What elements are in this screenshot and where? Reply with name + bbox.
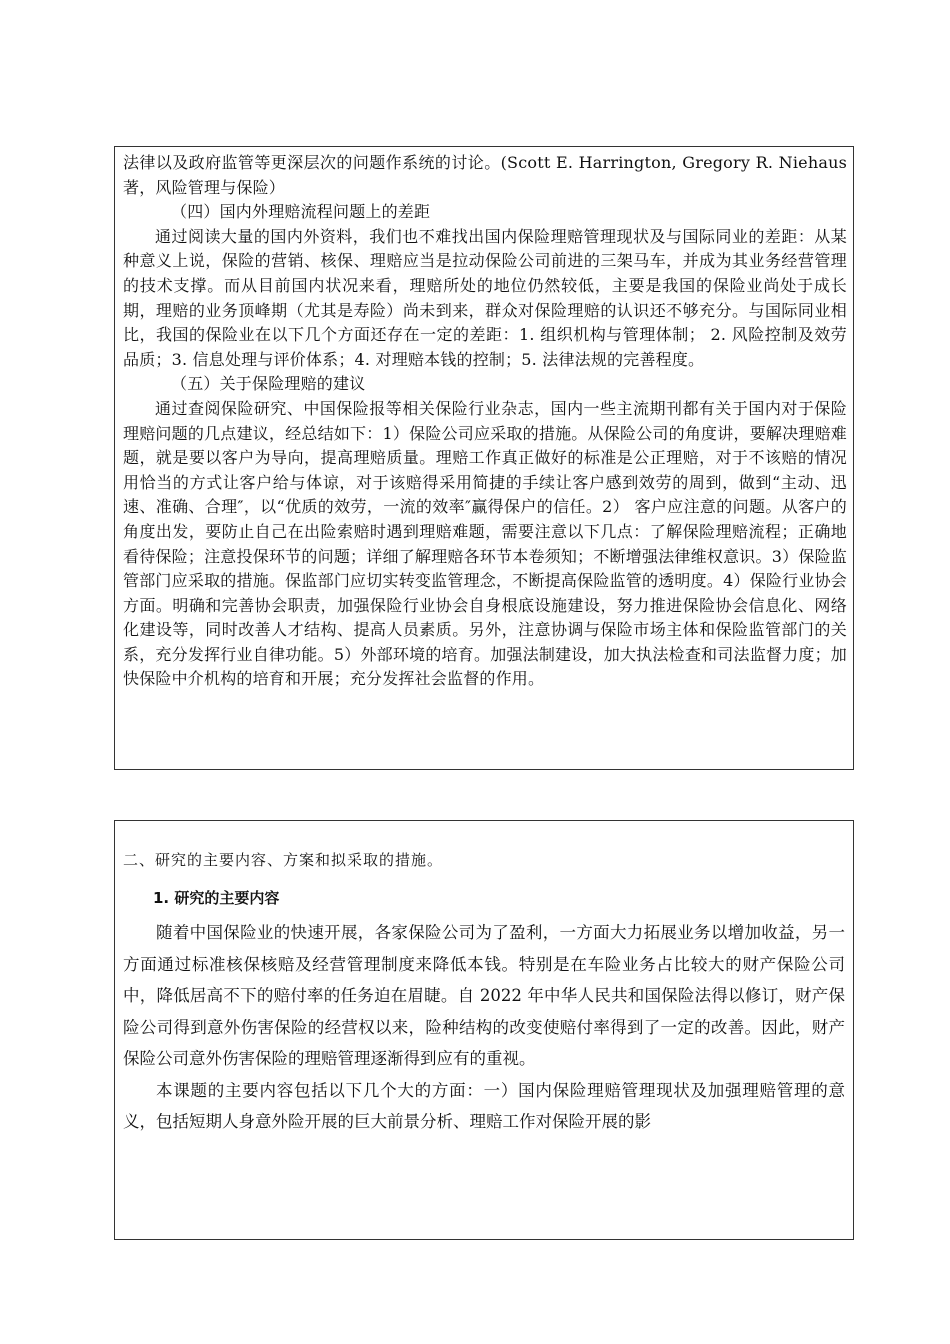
subsection-title: 1. 研究的主要内容 xyxy=(153,889,280,907)
subheading-suggestions: （五）关于保险理赔的建议 xyxy=(171,374,366,394)
paragraph-main-content: 本课题的主要内容包括以下几个大的方面：一）国内保险理赔管理现状及加强理赔管理的意义，包括短期人身意外险开展的巨大前景分析、理赔工作对保险开展的影 xyxy=(123,1080,845,1131)
paragraph-background: 随着中国保险业的快速开展，各家保险公司为了盈利，一方面大力拓展业务以增加收益，另一方面通过标准核保核赔及经营管理制度来降低本钱。特别是在车险业务占比较大的财产保险公司中，降低居高不下的赔付率的任务迫在眉睫。自 2022 年中华人民共和国保险法得以修订，财产保险公司得到意外伤害保险的经营权以来，险种结构的改变使赔付率得到了一定的改善。因此，财产保险公司意外伤害保险的理赔管理逐渐得到应有的重视。 xyxy=(123,923,845,1068)
paragraph-continuation: 法律以及政府监管等更深层次的问题作系统的讨论。(Scott E. Harrington, Gregory R. Niehaus著，风险管理与保险） xyxy=(123,153,847,197)
paragraph-suggestions: 通过查阅保险研究、中国保险报等相关保险行业杂志，国内一些主流期刊都有关于国内对于保险理赔问题的几点建议，经总结如下：1）保险公司应采取的措施。从保险公司的角度讲，要解决理赔难题，就是要以客户为导向，提高理赔质量。理赔工作真正做好的标准是公正理赔，对于不该赔的情况用恰当的方式让客户给与体谅，对于该赔得采用简捷的手续让客户感到效劳的周到，做到“主动、迅速、准确、合理″，以“优质的效劳，一流的效率″赢得保户的信任。2） 客户应注意的问题。从客户的角度出发，要防止自己在出险索赔时遇到理赔难题，需要注意以下几点：了解保险理赔流程；正确地看待保险；注意投保环节的问题；详细了解理赔各环节本卷须知；不断增强法律维权意识。3）保险监管部门应采取的措施。保监部门应切实转变监管理念，不断提高保险监管的透明度。4）保险行业协会方面。明确和完善协会职责，加强保险行业协会自身根底设施建设，努力推进保险协会信息化、网络化建设等，同时改善人才结构、提高人员素质。另外，注意协调与保险市场主体和保险监管部门的关系，充分发挥行业自律功能。5）外部环境的培育。加强法制建设，加大执法检查和司法监督力度；加快保险中介机构的培育和开展；充分发挥社会监督的作用。 xyxy=(123,398,847,689)
section-title: 二、研究的主要内容、方案和拟采取的措施。 xyxy=(123,851,444,869)
literature-review-box xyxy=(114,146,854,770)
subheading-claims-gap: （四）国内外理赔流程问题上的差距 xyxy=(171,202,431,222)
paragraph-claims-gap: 通过阅读大量的国内外资料，我们也不难找出国内保险理赔管理现状及与国际同业的差距：从某种意义上说，保险的营销、核保、理赔应当是拉动保险公司前进的三架马车，并成为其业务经营管理的技术支撑。而从目前国内状况来看，理赔所处的地位仍然较低，主要是我国的保险业尚处于成长期，理赔的业务顶峰期（尤其是寿险）尚未到来，群众对保险理赔的认识还不够充分。与国际同业相比，我国的保险业在以下几个方面还存在一定的差距：1. 组织机构与管理体制； 2. 风险控制及效劳品质；3. 信息处理与评价体系；4. 对理赔本钱的控制；5. 法律法规的完善程度。 xyxy=(123,226,847,369)
research-content-box xyxy=(114,820,854,1240)
